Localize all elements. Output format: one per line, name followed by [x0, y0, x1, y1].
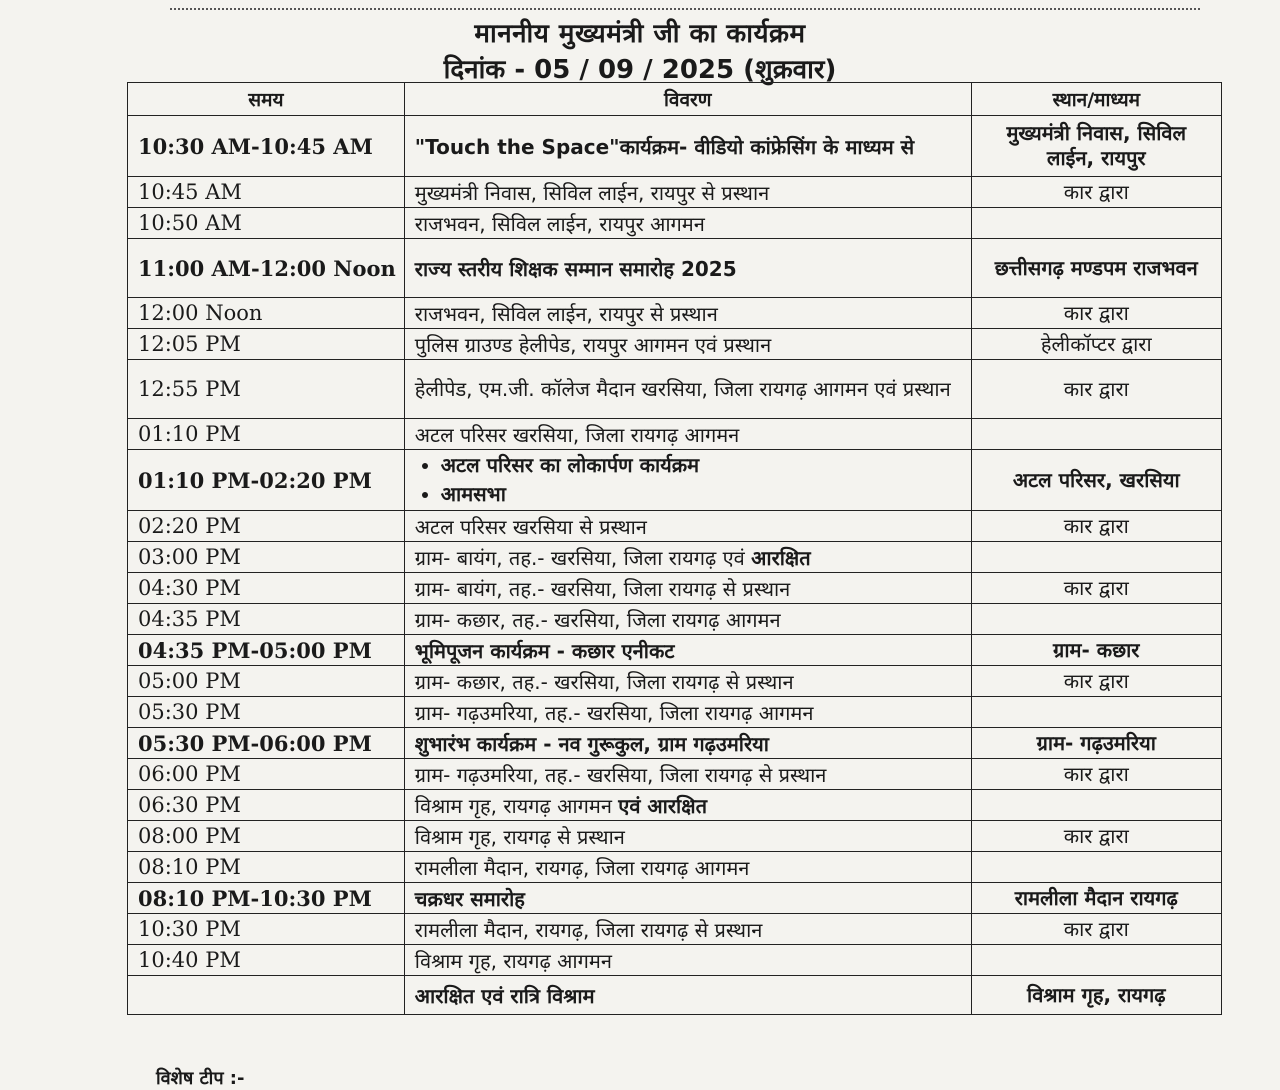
row-place: [971, 852, 1221, 883]
table-row: [128, 298, 1222, 329]
row-place: [971, 419, 1221, 450]
row-time: 10:45 AM: [128, 177, 405, 208]
row-time: 04:35 PM-05:00 PM: [128, 635, 405, 666]
row-time: 01:10 PM: [128, 419, 405, 450]
row-description: राजभवन, सिविल लाईन, रायपुर से प्रस्थान: [404, 298, 971, 329]
table-row: [128, 450, 1222, 511]
table-row: [128, 116, 1222, 177]
row-place: कार द्वारा: [971, 821, 1221, 852]
special-note-label: विशेष टीप :-: [156, 1068, 245, 1089]
row-time: 10:40 PM: [128, 945, 405, 976]
row-description: मुख्यमंत्री निवास, सिविल लाईन, रायपुर से प्रस्थान: [404, 177, 971, 208]
row-description: आरक्षित एवं रात्रि विश्राम: [404, 976, 971, 1015]
table-row: [128, 542, 1222, 573]
row-description: भूमिपूजन कार्यक्रम - कछार एनीकट: [404, 635, 971, 666]
table-row: [128, 604, 1222, 635]
column-header-time: समय: [128, 83, 405, 116]
row-description: विश्राम गृह, रायगढ़ से प्रस्थान: [404, 821, 971, 852]
row-time: 11:00 AM-12:00 Noon: [128, 239, 405, 298]
row-description: ग्राम- कछार, तह.- खरसिया, जिला रायगढ़ आगमन: [404, 604, 971, 635]
row-place: [971, 604, 1221, 635]
row-time: 05:30 PM: [128, 697, 405, 728]
row-time: 05:30 PM-06:00 PM: [128, 728, 405, 759]
row-place: मुख्यमंत्री निवास, सिविल लाईन, रायपुर: [971, 116, 1221, 177]
row-place: विश्राम गृह, रायगढ़: [971, 976, 1221, 1015]
row-description-text: विश्राम गृह, रायगढ़ आगमन: [414, 793, 612, 818]
row-place: [971, 697, 1221, 728]
row-description: अटल परिसर खरसिया, जिला रायगढ़ आगमन: [404, 419, 971, 450]
table-row: [128, 914, 1222, 945]
row-place: कार द्वारा: [971, 177, 1221, 208]
schedule-table: [127, 82, 1222, 1015]
bullet-item: • अटल परिसर का लोकार्पण कार्यक्रम: [441, 451, 963, 480]
date-line: दिनांक - 05 / 09 / 2025 (शुक्रवार): [443, 55, 837, 85]
row-description: ग्राम- गढ़उमरिया, तह.- खरसिया, जिला रायगढ़ से प्रस्थान: [404, 759, 971, 790]
row-time: 10:30 PM: [128, 914, 405, 945]
row-time: 04:35 PM: [128, 604, 405, 635]
row-time: 12:05 PM: [128, 329, 405, 360]
row-place: [971, 790, 1221, 821]
row-description: ग्राम- गढ़उमरिया, तह.- खरसिया, जिला रायगढ़ आगमन: [404, 697, 971, 728]
table-row: [128, 511, 1222, 542]
row-description: [404, 450, 971, 511]
table-row: [128, 635, 1222, 666]
row-description: [404, 542, 971, 573]
row-time: 02:20 PM: [128, 511, 405, 542]
table-row: [128, 728, 1222, 759]
row-place: कार द्वारा: [971, 298, 1221, 329]
table-row: [128, 697, 1222, 728]
row-time: 10:30 AM-10:45 AM: [128, 116, 405, 177]
table-row: [128, 883, 1222, 914]
row-place: छत्तीसगढ़ मण्डपम राजभवन: [971, 239, 1221, 298]
row-place: कार द्वारा: [971, 360, 1221, 419]
bullet-item: • आमसभा: [441, 480, 963, 509]
row-time: 05:00 PM: [128, 666, 405, 697]
row-place: हेलीकॉप्टर द्वारा: [971, 329, 1221, 360]
top-divider: [170, 8, 1200, 10]
column-header-place: स्थान/माध्यम: [971, 83, 1221, 116]
row-place: कार द्वारा: [971, 573, 1221, 604]
table-row: [128, 976, 1222, 1015]
table-row: [128, 821, 1222, 852]
row-time: 12:00 Noon: [128, 298, 405, 329]
row-time: 06:30 PM: [128, 790, 405, 821]
row-place: कार द्वारा: [971, 914, 1221, 945]
row-description: राज्य स्तरीय शिक्षक सम्मान समारोह 2025: [404, 239, 971, 298]
table-row: [128, 790, 1222, 821]
row-description: चक्रधर समारोह: [404, 883, 971, 914]
table-row: [128, 208, 1222, 239]
row-description-text: ग्राम- बायंग, तह.- खरसिया, जिला रायगढ़ एवं: [414, 545, 745, 570]
row-place: ग्राम- गढ़उमरिया: [971, 728, 1221, 759]
table-header-row: [128, 83, 1222, 116]
row-time: 12:55 PM: [128, 360, 405, 419]
table-row: [128, 360, 1222, 419]
table-row: [128, 945, 1222, 976]
table-row: [128, 419, 1222, 450]
table-row: [128, 573, 1222, 604]
row-description-bold: एवं आरक्षित: [618, 793, 707, 818]
table-row: [128, 666, 1222, 697]
row-place: [971, 945, 1221, 976]
row-description: राजभवन, सिविल लाईन, रायपुर आगमन: [404, 208, 971, 239]
row-description: ग्राम- कछार, तह.- खरसिया, जिला रायगढ़ से प्रस्थान: [404, 666, 971, 697]
row-time: 03:00 PM: [128, 542, 405, 573]
row-place: कार द्वारा: [971, 511, 1221, 542]
row-place: अटल परिसर, खरसिया: [971, 450, 1221, 511]
row-place: कार द्वारा: [971, 759, 1221, 790]
row-description: रामलीला मैदान, रायगढ़, जिला रायगढ़ आगमन: [404, 852, 971, 883]
row-time: 08:00 PM: [128, 821, 405, 852]
row-time: [128, 976, 405, 1015]
row-description: पुलिस ग्राउण्ड हेलीपेड, रायपुर आगमन एवं प्रस्थान: [404, 329, 971, 360]
row-description: ग्राम- बायंग, तह.- खरसिया, जिला रायगढ़ से प्रस्थान: [404, 573, 971, 604]
row-description: हेलीपेड, एम.जी. कॉलेज मैदान खरसिया, जिला रायगढ़ आगमन एवं प्रस्थान: [404, 360, 971, 419]
row-time: 10:50 AM: [128, 208, 405, 239]
table-row: [128, 852, 1222, 883]
row-place: कार द्वारा: [971, 666, 1221, 697]
row-place: [971, 542, 1221, 573]
row-place: [971, 208, 1221, 239]
column-header-details: विवरण: [404, 83, 971, 116]
row-place: ग्राम- कछार: [971, 635, 1221, 666]
event-bullet-list: [415, 451, 963, 509]
table-row: [128, 759, 1222, 790]
row-place: रामलीला मैदान रायगढ़: [971, 883, 1221, 914]
row-time: 01:10 PM-02:20 PM: [128, 450, 405, 511]
row-time: 04:30 PM: [128, 573, 405, 604]
row-description: शुभारंभ कार्यक्रम - नव गुरूकुल, ग्राम गढ़उमरिया: [404, 728, 971, 759]
row-description: विश्राम गृह, रायगढ़ आगमन: [404, 945, 971, 976]
row-description-bold: आरक्षित: [751, 545, 811, 570]
table-row: [128, 329, 1222, 360]
row-time: 06:00 PM: [128, 759, 405, 790]
row-description: रामलीला मैदान, रायगढ़, जिला रायगढ़ से प्रस्थान: [404, 914, 971, 945]
table-row: [128, 177, 1222, 208]
row-description: [404, 790, 971, 821]
table-row: [128, 239, 1222, 298]
row-description: अटल परिसर खरसिया से प्रस्थान: [404, 511, 971, 542]
row-time: 08:10 PM-10:30 PM: [128, 883, 405, 914]
row-description: "Touch the Space"कार्यक्रम- वीडियो कांफ्रेसिंग के माध्यम से: [404, 116, 971, 177]
row-time: 08:10 PM: [128, 852, 405, 883]
page-title: माननीय मुख्यमंत्री जी का कार्यक्रम: [474, 19, 806, 49]
